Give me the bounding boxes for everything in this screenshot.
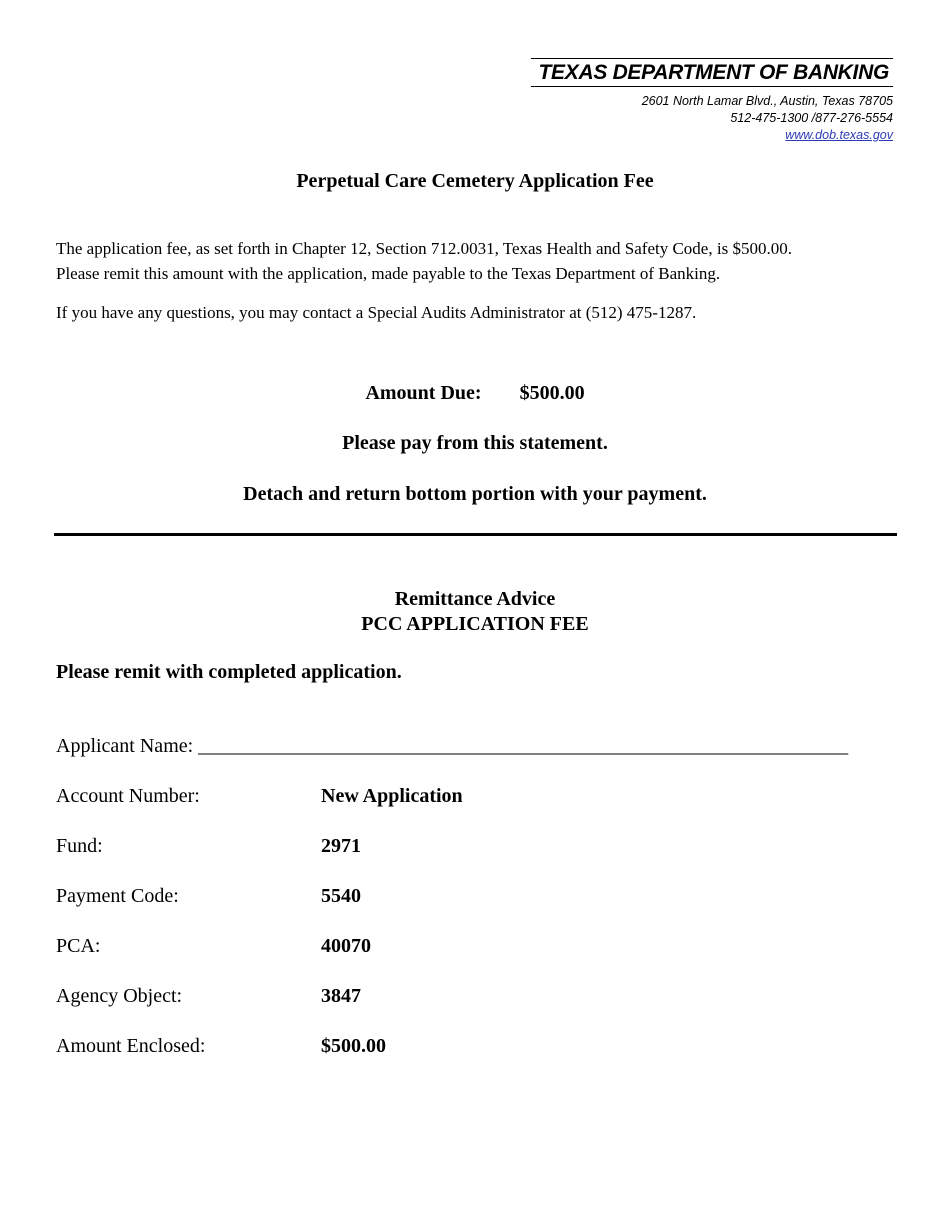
field-label: PCA:: [56, 935, 101, 957]
agency-name: TEXAS DEPARTMENT OF BANKING: [531, 58, 893, 87]
field-value: New Application: [321, 785, 463, 807]
amount-due: [0, 382, 950, 405]
field-row-amount-enclosed: [56, 1035, 386, 1058]
agency-address: 2601 North Lamar Blvd., Austin, Texas 78705: [641, 94, 893, 108]
remittance-subtitle: PCC APPLICATION FEE: [361, 613, 589, 635]
pay-instruction: Please pay from this statement.: [342, 432, 608, 454]
remittance-note: Please remit with completed application.: [56, 661, 402, 683]
field-row-pca: [56, 935, 371, 958]
field-value: 5540: [321, 885, 361, 907]
agency-address-block: [531, 93, 893, 144]
fee-paragraph: [56, 236, 906, 286]
field-row-payment-code: [56, 885, 361, 908]
remittance-title: Remittance Advice: [394, 588, 556, 610]
field-value: 40070: [321, 935, 371, 957]
page-title: Perpetual Care Cemetery Application Fee: [296, 170, 654, 192]
fee-line-1: The application fee, as set forth in Chapter 12, Section 712.0031, Texas Health and Safety Code, is $500.00.: [56, 239, 792, 258]
amount-due-label: Amount Due:: [365, 382, 482, 404]
agency-phones: 512-475-1300 /877-276-5554: [730, 111, 893, 125]
field-value: 2971: [321, 835, 361, 857]
fee-line-2: Please remit this amount with the application, made payable to the Texas Department of Banking.: [56, 264, 721, 283]
field-value: $500.00: [321, 1035, 386, 1057]
field-label: Amount Enclosed:: [56, 1035, 206, 1057]
field-label: Account Number:: [56, 785, 200, 807]
field-row-agency-object: [56, 985, 361, 1008]
field-label: Agency Object:: [56, 985, 183, 1007]
field-row-account-number: [56, 785, 463, 808]
questions-paragraph: If you have any questions, you may contact a Special Audits Administrator at (512) 475-1287.: [56, 303, 697, 322]
field-label: Payment Code:: [56, 885, 179, 907]
detach-divider: [54, 533, 897, 536]
field-row-fund: [56, 835, 361, 858]
remittance-heading: [0, 587, 950, 637]
applicant-name-field[interactable]: Applicant Name: _________________________________________________________________: [56, 735, 849, 757]
field-value: 3847: [321, 985, 361, 1007]
agency-website-link[interactable]: www.dob.texas.gov: [785, 128, 893, 142]
detach-instruction: Detach and return bottom portion with your payment.: [243, 483, 707, 505]
amount-due-value: $500.00: [519, 382, 585, 404]
field-label: Fund:: [56, 835, 103, 857]
letterhead: [531, 58, 893, 144]
